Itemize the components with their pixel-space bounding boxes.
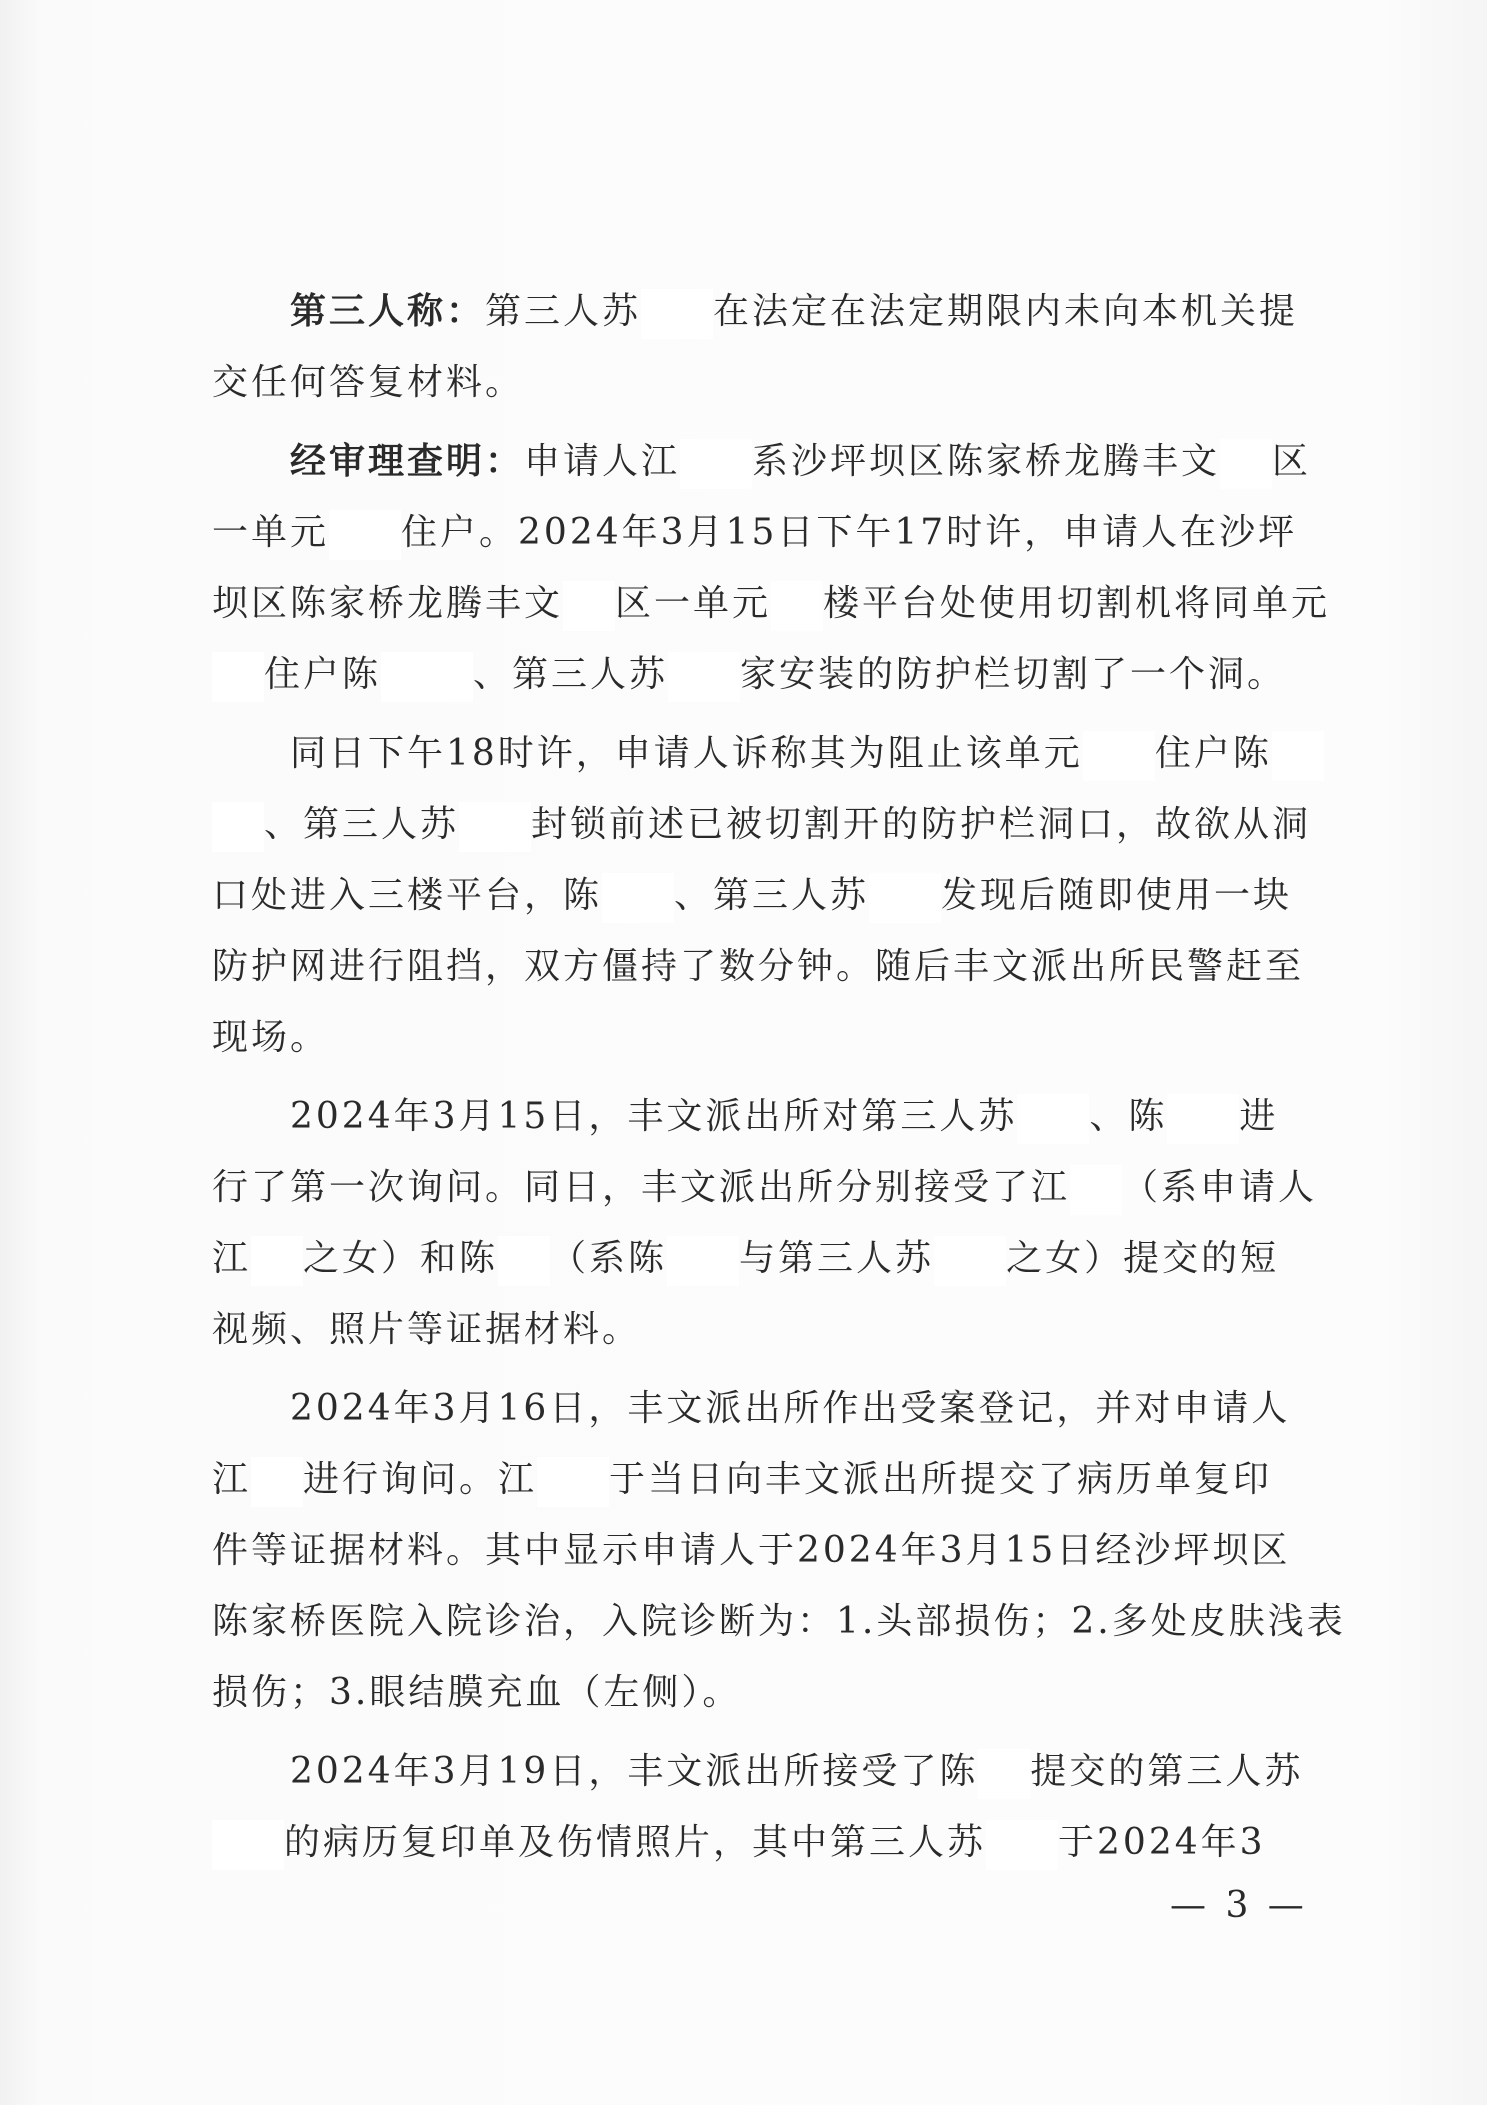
paragraph-findings-line-3: 坝区陈家桥龙腾丰文 区一单元 楼平台处使用切割机将同单元 [212, 568, 1320, 639]
redaction [771, 581, 823, 631]
redaction [212, 652, 264, 702]
redaction [459, 802, 531, 852]
redaction [667, 1236, 739, 1286]
redaction [978, 1749, 1030, 1799]
paragraph-registration-line-5: 损伤；3.眼结膜充血（左侧）。 [212, 1672, 742, 1713]
paragraph-incident-line-4: 防护网进行阻挡，双方僵持了数分钟。随后丰文派出所民警赶至 [212, 946, 1305, 987]
document-body [212, 276, 1346, 1878]
redaction [1017, 1094, 1089, 1144]
paragraph-incident-line-2: 、第三人苏 封锁前述已被切割开的防护栏洞口，故欲从洞 [212, 789, 1320, 860]
redaction [1167, 1094, 1239, 1144]
paragraph-findings-line-2: 一单元 住户。2024年3月15日下午17时许，申请人在沙坪 [212, 497, 1320, 568]
paragraph-incident-line-3: 口处进入三楼平台，陈 、第三人苏 发现后随即使用一块 [212, 860, 1320, 931]
page-number: — 3 — [1170, 1885, 1308, 1926]
paragraph-third-party-line-2: 交任何答复材料。 [212, 362, 525, 403]
redaction [1220, 439, 1272, 489]
paragraph-registration-line-1: 2024年3月16日，丰文派出所作出受案登记，并对申请人 [290, 1388, 1291, 1429]
paragraph-registration-line-3: 件等证据材料。其中显示申请人于2024年3月15日经沙坪坝区 [212, 1530, 1291, 1571]
redaction [329, 510, 401, 560]
redaction [251, 1236, 303, 1286]
redaction [498, 1236, 550, 1286]
redaction [934, 1236, 1006, 1286]
paragraph-medical-line-1: 2024年3月19日，丰文派出所接受了陈 提交的第三人苏 [212, 1736, 1320, 1807]
paragraph-findings-line-4: 住户陈 、第三人苏 家安装的防护栏切割了一个洞。 [212, 639, 1320, 710]
redaction [869, 873, 941, 923]
redaction [1070, 1165, 1122, 1215]
redaction [1272, 731, 1324, 781]
paragraph-registration-line-4: 陈家桥医院入院诊治，入院诊断为：1.头部损伤；2.多处皮肤浅表 [212, 1601, 1346, 1642]
heading-third-party: 第三人称： [290, 290, 486, 332]
redaction [668, 652, 740, 702]
paragraph-medical-line-2: 的病历复印单及伤情照片，其中第三人苏 于2024年3 [212, 1807, 1320, 1878]
paragraph-findings-line-1: 经审理查明：申请人江 系沙坪坝区陈家桥龙腾丰文 区 [212, 426, 1320, 497]
paragraph-incident-line-1: 同日下午18时许，申请人诉称其为阻止该单元 住户陈 [212, 718, 1320, 789]
paragraph-inquiry-line-4: 视频、照片等证据材料。 [212, 1309, 642, 1350]
redaction [381, 652, 473, 702]
redaction [641, 289, 713, 339]
paragraph-registration-line-2: 江 进行询问。江 于当日向丰文派出所提交了病历单复印 [212, 1444, 1320, 1515]
redaction [537, 1457, 609, 1507]
paragraph-inquiry-line-3: 江 之女）和陈 （系陈 与第三人苏 之女）提交的短 [212, 1223, 1320, 1294]
paragraph-inquiry-line-2: 行了第一次询问。同日，丰文派出所分别接受了江 （系申请人 [212, 1152, 1320, 1223]
heading-findings: 经审理查明： [290, 440, 525, 482]
redaction [251, 1457, 303, 1507]
redaction [212, 1820, 284, 1870]
paragraph-inquiry-line-1: 2024年3月15日，丰文派出所对第三人苏 、陈 进 [212, 1081, 1320, 1152]
redaction [986, 1820, 1058, 1870]
redaction [602, 873, 674, 923]
redaction [680, 439, 752, 489]
redaction [563, 581, 615, 631]
paragraph-incident-line-5: 现场。 [212, 1017, 330, 1058]
redaction [212, 802, 264, 852]
paragraph-third-party-line-1: 第三人称：第三人苏 在法定在法定期限内未向本机关提 [212, 276, 1320, 347]
redaction [1083, 731, 1155, 781]
